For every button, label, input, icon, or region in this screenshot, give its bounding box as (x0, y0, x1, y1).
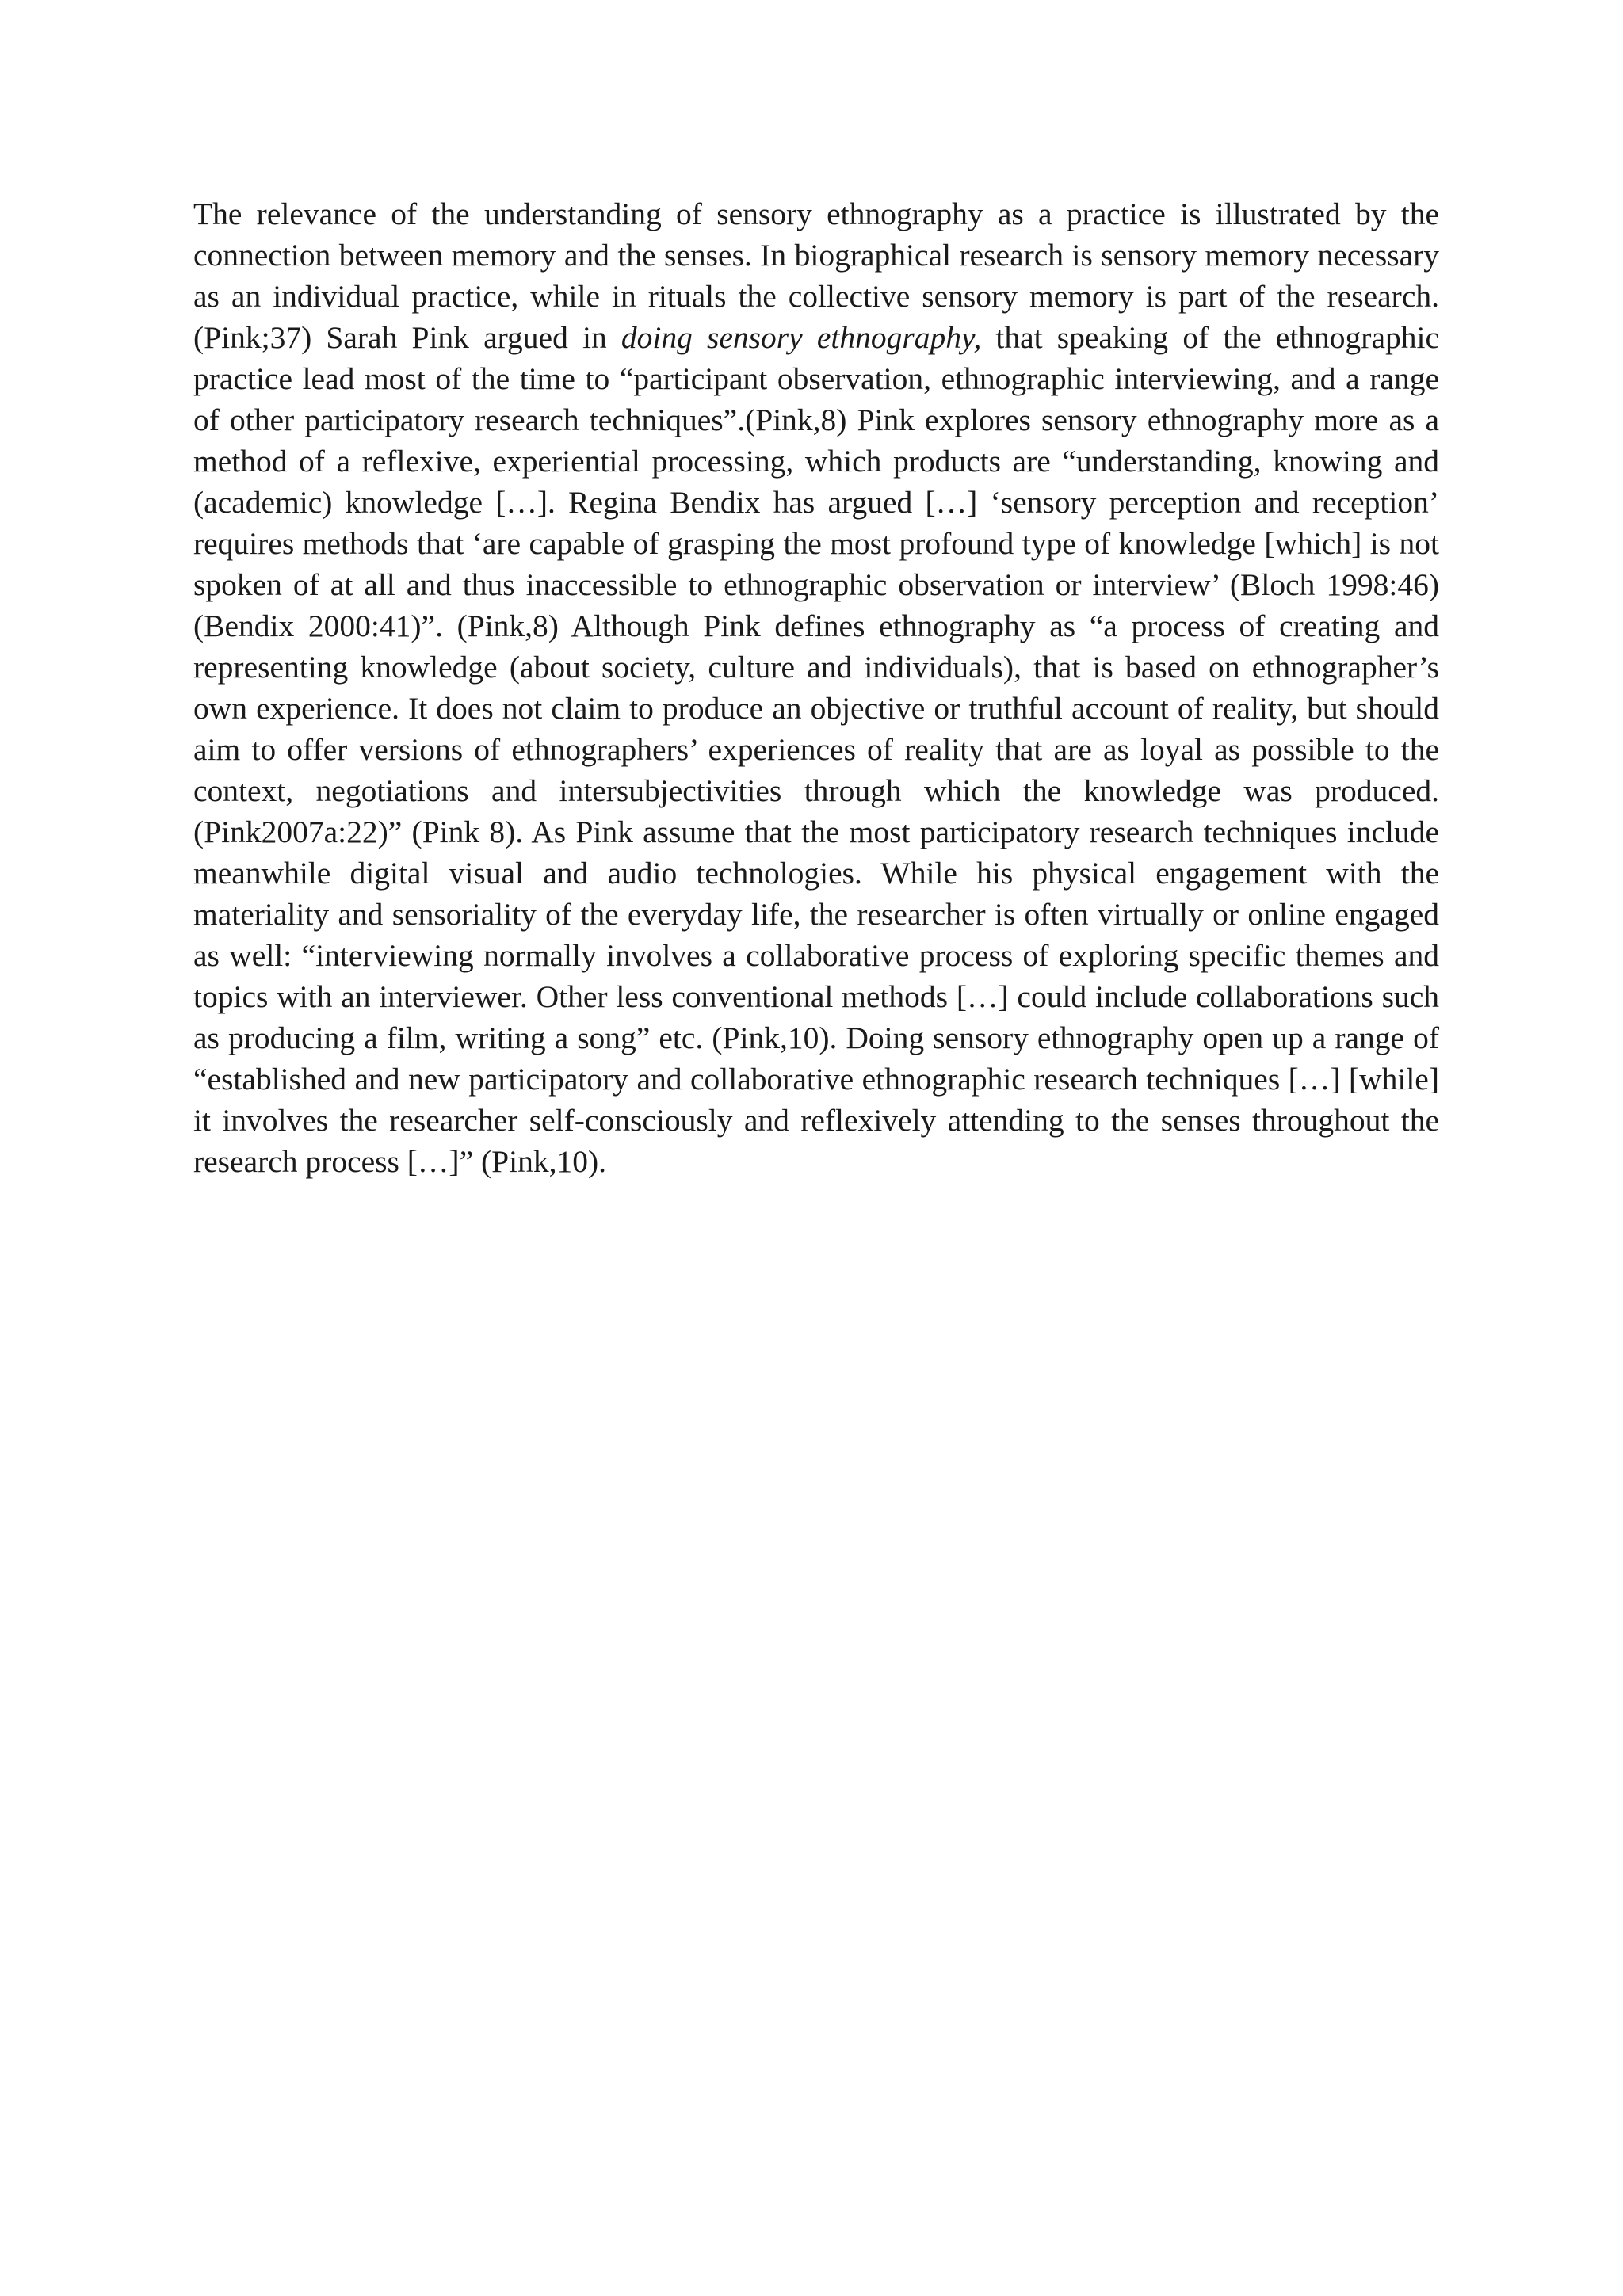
paragraph-text-part-2: that speaking of the ethnographic practice lead most of the time to “participant observation, ethnographic interviewing, and a range of other participatory research techniques”.(Pink,8) Pink explores sensory ethnography more as a method of a reflexive, experiential processing, which products are “understanding, knowing and (academic) knowledge […]. Regina Bendix has argued […] ‘sensory perception and reception’ requires methods that ‘are capable of grasping the most profound type of knowledge [which] is not spoken of at all and thus inaccessible to ethnographic observation or interview’ (Bloch 1998:46) (Bendix 2000:41)”. (Pink,8) Although Pink defines ethnography as “a process of creating and representing knowledge (about society, culture and individuals), that is based on ethnographer’s own experience. It does not claim to produce an objective or truthful account of reality, but should aim to offer versions of ethnographers’ experiences of reality that are as loyal as possible to the context, negotiations and intersubjectivities through which the knowledge was produced. (Pink2007a:22)” (Pink 8). As Pink assume that the most participatory research techniques include meanwhile digital visual and audio technologies. While his physical engagement with the materiality and sensoriality of the everyday life, the researcher is often virtually or online engaged as well: “interviewing normally involves a collaborative process of exploring specific themes and topics with an interviewer. Other less conventional methods […] could include collaborations such as producing a film, writing a song” etc. (Pink,10). Doing sensory ethnography open up a range of “established and new participatory and collaborative ethnographic research techniques […] [while] it involves the researcher self-consciously and reflexively attending to the senses throughout the research process […]” (Pink,10). (193, 320, 1439, 1179)
book-title-italic: doing sensory ethnography, (621, 320, 982, 355)
body-paragraph (193, 193, 1439, 1182)
paragraph-text-part-1: The relevance of the understanding of sensory ethnography as a practice is illustrated by the connection between memory and the senses. In biographical research is sensory memory necessary as an individual practice, while in rituals the collective sensory memory is part of the research. (Pink;37) Sarah Pink argued in (193, 196, 1439, 355)
